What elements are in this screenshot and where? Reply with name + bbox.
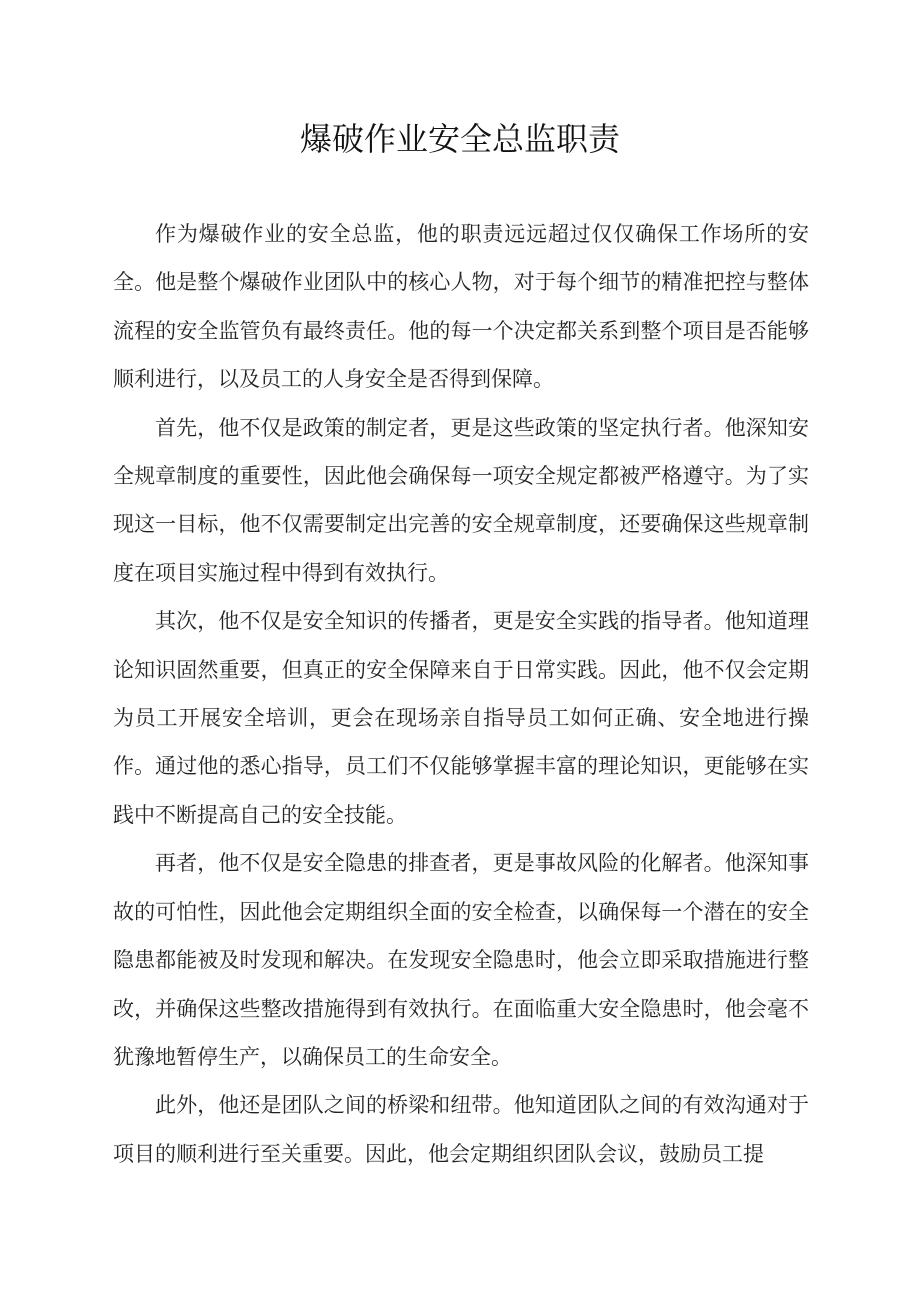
paragraph: 其次，他不仅是安全知识的传播者，更是安全实践的指导者。他知道理论知识固然重要，但真正的安全保障来自于日常实践。因此，他不仅会定期为员工开展安全培训，更会在现场亲自指导员工如何正确、安全地进行操作。通过他的悉心指导，员工们不仅能够掌握丰富的理论知识，更能够在实践中不断提高自己的安全技能。 bbox=[113, 609, 809, 827]
paragraph: 此外，他还是团队之间的桥梁和纽带。他知道团队之间的有效沟通对于项目的顺利进行至关重要。因此，他会定期组织团队会议，鼓励员工提 bbox=[113, 1093, 809, 1166]
document-title: 爆破作业安全总监职责 bbox=[299, 120, 620, 158]
document-body bbox=[113, 210, 809, 1178]
paragraph: 作为爆破作业的安全总监，他的职责远远超过仅仅确保工作场所的安全。他是整个爆破作业团队中的核心人物，对于每个细节的精准把控与整体流程的安全监管负有最终责任。他的每一个决定都关系到整个项目是否能够顺利进行，以及员工的人身安全是否得到保障。 bbox=[113, 222, 809, 392]
paragraph: 再者，他不仅是安全隐患的排查者，更是事故风险的化解者。他深知事故的可怕性，因此他会定期组织全面的安全检查，以确保每一个潜在的安全隐患都能被及时发现和解决。在发现安全隐患时，他会立即采取措施进行整改，并确保这些整改措施得到有效执行。在面临重大安全隐患时，他会毫不犹豫地暂停生产，以确保员工的生命安全。 bbox=[113, 851, 809, 1069]
paragraph: 首先，他不仅是政策的制定者，更是这些政策的坚定执行者。他深知安全规章制度的重要性，因此他会确保每一项安全规定都被严格遵守。为了实现这一目标，他不仅需要制定出完善的安全规章制度，还要确保这些规章制度在项目实施过程中得到有效执行。 bbox=[113, 415, 809, 585]
